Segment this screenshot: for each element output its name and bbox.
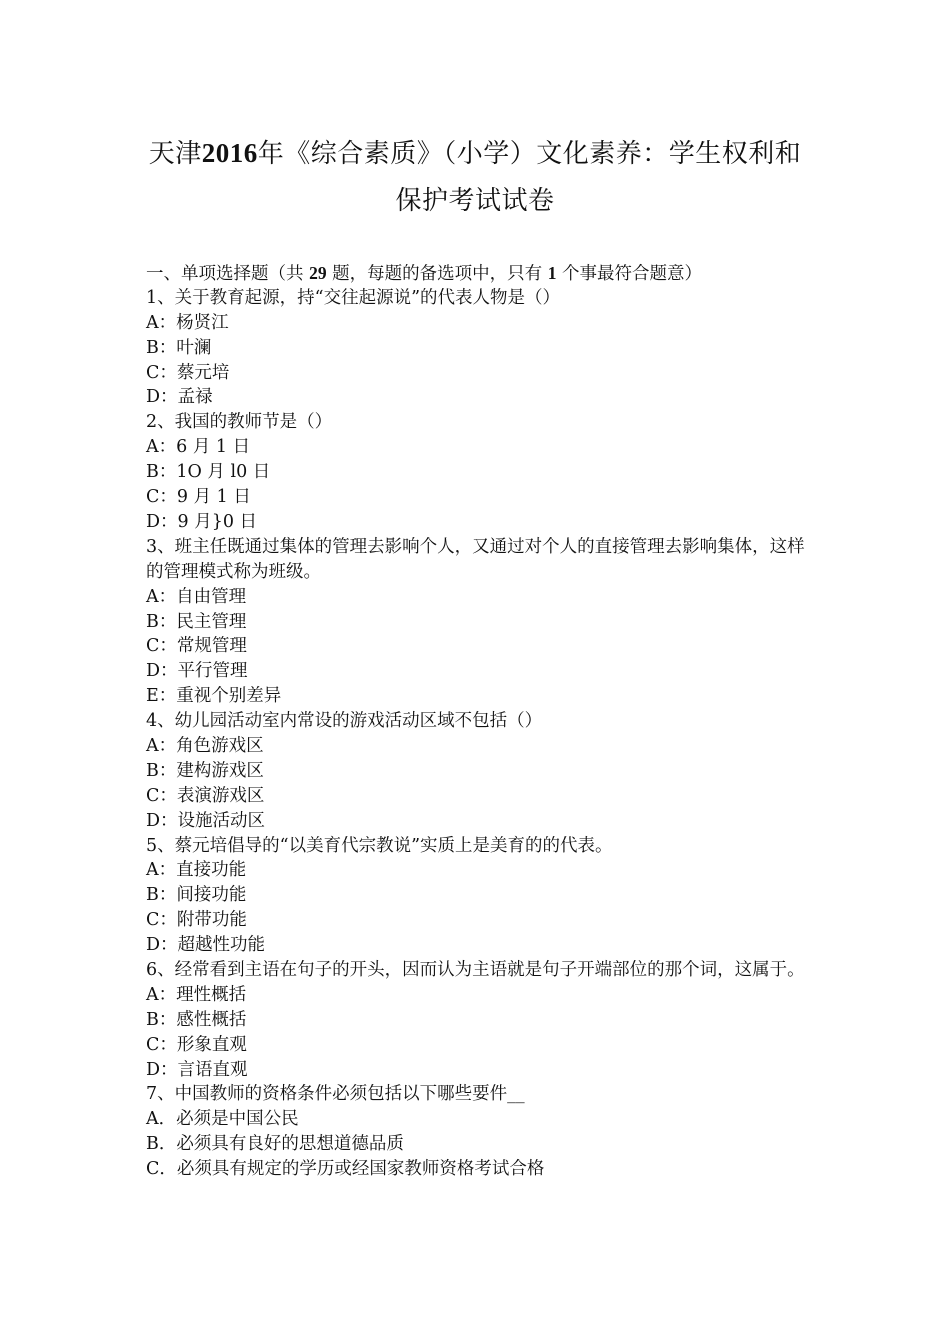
question-option: D：9 月}0 日 <box>146 511 258 532</box>
question-text: 2、我国的教师节是（） <box>146 412 333 433</box>
question-option: B：感性概括 <box>146 1009 247 1030</box>
question-option: A：杨贤江 <box>146 312 229 333</box>
question-option: A．必须是中国公民 <box>146 1109 299 1130</box>
question-option: A：角色游戏区 <box>146 735 264 756</box>
question-option: C：9 月 1 日 <box>146 487 251 508</box>
question-option: A：自由管理 <box>146 586 247 607</box>
question-option: A：直接功能 <box>146 860 247 881</box>
question-option: C：形象直观 <box>146 1034 247 1055</box>
question-text: 3、班主任既通过集体的管理去影响个人，又通过对个人的直接管理去影响集体，这样的管理模式称为班级。 <box>146 536 805 582</box>
question-option: C：常规管理 <box>146 636 247 657</box>
document-title-line2: 保护考试试卷 <box>395 186 555 216</box>
question-option: B：民主管理 <box>146 611 247 632</box>
question-option: D：孟禄 <box>146 387 213 408</box>
question-option: B：间接功能 <box>146 885 247 906</box>
question-text: 4、幼儿园活动室内常设的游戏活动区域不包括（） <box>146 711 543 732</box>
question-option: C．必须具有规定的学历或经国家教师资格考试合格 <box>146 1159 545 1180</box>
exam-content <box>146 261 816 1182</box>
question-option: B．必须具有良好的思想道德品质 <box>146 1134 404 1155</box>
title-part1: 天津 <box>148 139 202 169</box>
question-option: D：超越性功能 <box>146 935 266 956</box>
question-text: 6、经常看到主语在句子的开头，因而认为主语就是句子开端部位的那个词，这属于。 <box>146 959 805 980</box>
title-part2: 年《综合素质》（小学）文化素养：学生权利和 <box>257 139 802 169</box>
question-option: A：理性概括 <box>146 984 247 1005</box>
question-option: D：设施活动区 <box>146 810 266 831</box>
question-option: B：建构游戏区 <box>146 760 264 781</box>
question-option: E：重视个别差异 <box>146 686 282 707</box>
question-text: 5、蔡元培倡导的“以美育代宗教说”实质上是美育的的代表。 <box>146 835 613 856</box>
question-option: B：叶澜 <box>146 337 212 358</box>
document-title <box>0 138 950 169</box>
question-text: 1、关于教育起源，持“交往起源说”的代表人物是（） <box>146 287 561 308</box>
title-year: 2016 <box>201 138 258 168</box>
question-option: C：附带功能 <box>146 910 247 931</box>
question-text: 7、中国教师的资格条件必须包括以下哪些要件__ <box>146 1084 525 1105</box>
question-option: B：1O 月 l0 日 <box>146 462 271 483</box>
question-option: C：蔡元培 <box>146 362 230 383</box>
question-list <box>146 286 816 1182</box>
question-option: C：表演游戏区 <box>146 785 265 806</box>
question-option: D：平行管理 <box>146 661 248 682</box>
question-option: A：6 月 1 日 <box>146 437 251 458</box>
question-option: D：言语直观 <box>146 1059 248 1080</box>
section-heading: 一、单项选择题（共 29 题，每题的备选项中，只有 1 个事最符合题意） <box>146 263 702 284</box>
